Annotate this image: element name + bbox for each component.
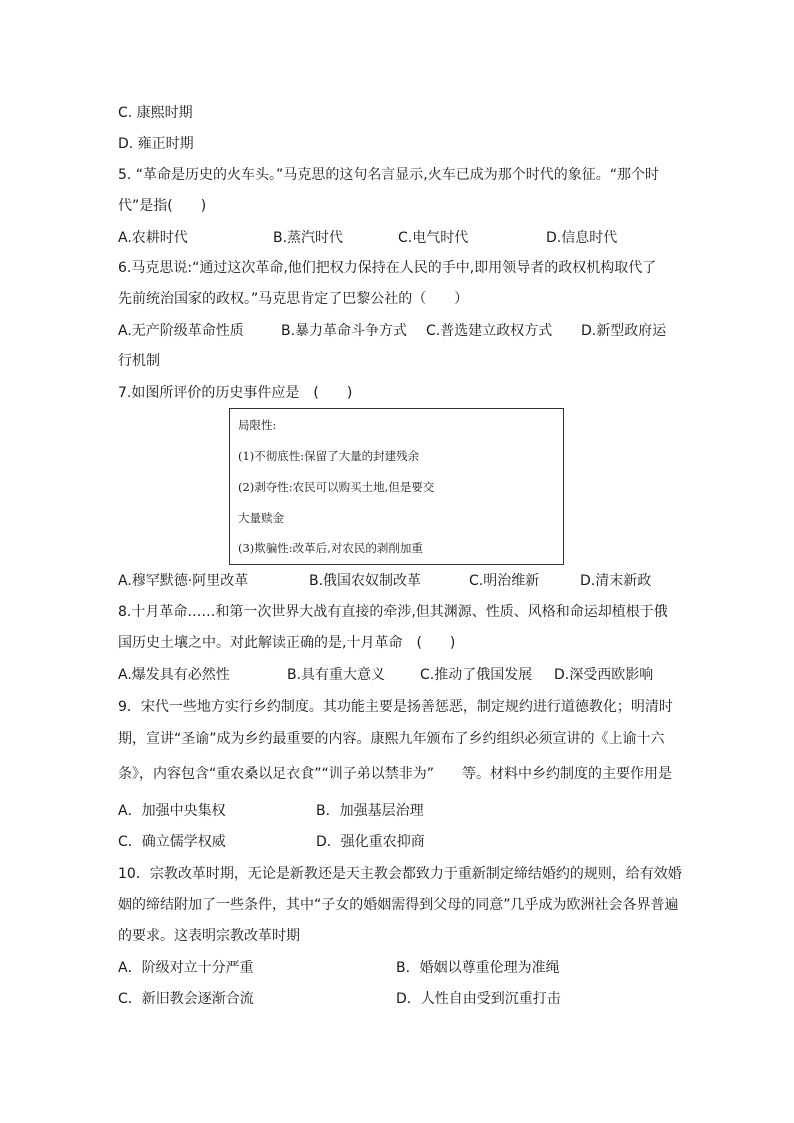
q10-option-b: B．婚姻以尊重伦理为准绳 bbox=[396, 960, 560, 976]
q7-option-d: D.清末新政 bbox=[580, 573, 652, 589]
q5-option-b: B.蒸汽时代 bbox=[273, 230, 344, 246]
q7-box-line: 大量赎金 bbox=[238, 511, 284, 525]
q8-stem-line2: 国历史土壤之中。对此解读正确的是,十月革命 ( ) bbox=[118, 635, 456, 651]
q10-option-c: C．新旧教会逐渐合流 bbox=[118, 991, 254, 1007]
q6-option-b: B.暴力革命斗争方式 bbox=[281, 323, 408, 339]
q9-stem-line2: 期，宣讲“圣谕”成为乡约最重要的内容。康熙九年颁布了乡约组织必须宣讲的《上谕十六 bbox=[118, 731, 665, 747]
q7-stem: 7.如图所评价的历史事件应是 ( ) bbox=[118, 385, 353, 401]
q9-option-d: D．强化重农抑商 bbox=[316, 834, 425, 850]
q7-option-b: B.俄国农奴制改革 bbox=[309, 573, 422, 589]
q6-stem-line1: 6.马克思说:“通过这次革命,他们把权力保持在人民的手中,即用领导者的政权机构取代了 bbox=[118, 260, 657, 276]
q7-box-line: (2)剥夺性:农民可以购买土地,但是要交 bbox=[238, 480, 435, 494]
q7-option-c: C.明治维新 bbox=[469, 573, 540, 589]
q5-option-a: A.农耕时代 bbox=[118, 230, 188, 246]
q4-option-d: D. 雍正时期 bbox=[118, 136, 194, 152]
q10-stem-line3: 的要求。这表明宗教改革时期 bbox=[118, 928, 300, 944]
q4-option-c: C. 康熙时期 bbox=[118, 105, 193, 121]
q6-option-a: A.无产阶级革命性质 bbox=[118, 323, 244, 339]
q10-option-a: A．阶级对立十分严重 bbox=[118, 960, 254, 976]
q6-option-d-wrap: 行机制 bbox=[118, 353, 160, 369]
q9-stem-line3: 条》，内容包含“重农桑以足衣食”“训子弟以禁非为” 等。材料中乡约制度的主要作用是 bbox=[118, 766, 673, 782]
q10-stem-line2: 姻的缔结附加了一些条件，其中“子女的婚姻需得到父母的同意”几乎成为欧洲社会各界普遍 bbox=[118, 897, 679, 913]
q9-option-b: B．加强基层治理 bbox=[316, 803, 424, 819]
q7-box-line: (3)欺骗性:改革后,对农民的剥削加重 bbox=[238, 541, 423, 555]
q8-option-b: B.具有重大意义 bbox=[287, 667, 386, 683]
q9-stem-line1: 9．宋代一些地方实行乡约制度。其功能主要是扬善惩恶，制定规约进行道德教化；明清时 bbox=[118, 699, 673, 715]
q10-option-d: D．人性自由受到沉重打击 bbox=[396, 991, 561, 1007]
q7-box-line: 局限性: bbox=[238, 418, 277, 432]
q5-stem-line2: 代”是指( ) bbox=[118, 198, 207, 214]
q9-option-a: A．加强中央集权 bbox=[118, 803, 226, 819]
q8-option-c: C.推动了俄国发展 bbox=[420, 667, 533, 683]
q10-stem-line1: 10．宗教改革时期，无论是新教还是天主教会都致力于重新制定缔结婚约的规则，给有效婚 bbox=[118, 866, 682, 882]
q6-stem-line2: 先前统治国家的政权。”马克思肯定了巴黎公社的（ ） bbox=[118, 291, 469, 307]
q8-stem-line1: 8.十月革命……和第一次世界大战有直接的牵涉,但其渊源、性质、风格和命运却植根于俄 bbox=[118, 604, 668, 620]
q6-option-d: D.新型政府运 bbox=[581, 323, 667, 339]
q7-figure-box bbox=[229, 408, 564, 565]
q8-option-d: D.深受西欧影响 bbox=[554, 667, 654, 683]
q6-option-c: C.普选建立政权方式 bbox=[426, 323, 553, 339]
q5-option-d: D.信息时代 bbox=[546, 230, 618, 246]
q5-stem-line1: 5. “革命是历史的火车头。”马克思的这句名言显示,火车已成为那个时代的象征。“那个时 bbox=[118, 167, 660, 183]
q7-box-line: (1)不彻底性:保留了大量的封建残余 bbox=[238, 449, 420, 463]
q8-option-a: A.爆发具有必然性 bbox=[118, 667, 230, 683]
q7-option-a: A.穆罕默德·阿里改革 bbox=[118, 573, 249, 589]
q9-option-c: C．确立儒学权威 bbox=[118, 834, 226, 850]
q5-option-c: C.电气时代 bbox=[398, 230, 469, 246]
